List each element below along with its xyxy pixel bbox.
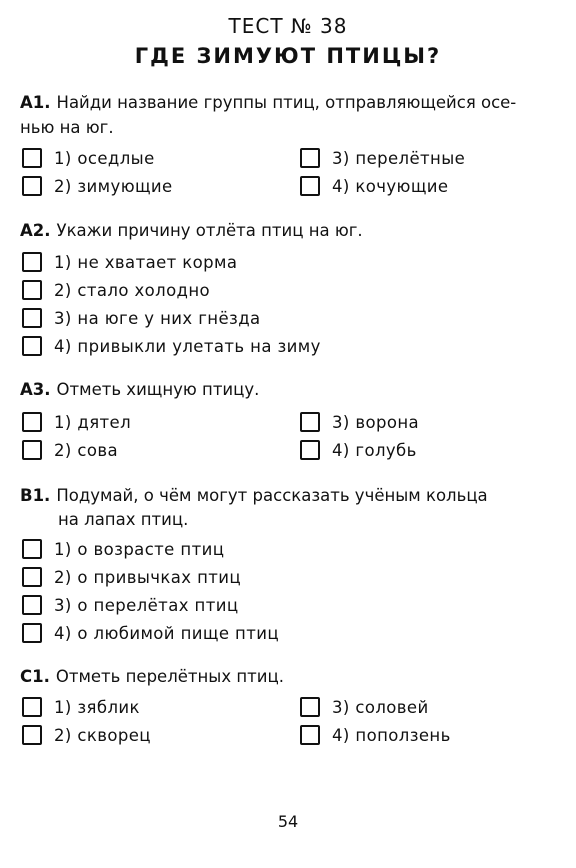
answer-option[interactable] [22, 437, 118, 463]
answer-option[interactable] [300, 409, 419, 435]
question-line-1: Подумай, о чём могут рассказать учёным кольца [56, 486, 488, 505]
question-line-1: Найди название группы птиц, отправляющейся осе- [56, 93, 517, 112]
answer-label: 4) голубь [332, 440, 417, 460]
answer-option[interactable] [22, 249, 237, 275]
question-line-1: Укажи причину отлёта птиц на юг. [56, 221, 363, 240]
answer-checkbox[interactable] [22, 336, 42, 356]
answer-label: 3) перелётные [332, 148, 466, 168]
answer-option[interactable] [22, 145, 155, 171]
answer-option[interactable] [22, 333, 321, 359]
answer-option[interactable] [22, 592, 238, 618]
answer-option[interactable] [22, 277, 210, 303]
answer-option[interactable] [22, 564, 241, 590]
answer-label: 3) ворона [332, 412, 420, 432]
answer-label: 3) о перелётах птиц [54, 595, 239, 615]
answer-label: 2) стало холодно [54, 280, 211, 300]
answer-label: 2) о привычках птиц [54, 567, 242, 587]
answer-option[interactable] [22, 173, 173, 199]
answer-label: 1) оседлые [54, 148, 155, 168]
answer-checkbox[interactable] [22, 412, 42, 432]
question-number: А3. [20, 380, 51, 399]
answer-checkbox[interactable] [22, 148, 42, 168]
answer-label: 4) поползень [332, 725, 451, 745]
answer-checkbox[interactable] [300, 440, 320, 460]
answer-option[interactable] [300, 722, 451, 748]
answer-checkbox[interactable] [22, 623, 42, 643]
answer-checkbox[interactable] [300, 725, 320, 745]
question-line-1: Отметь хищную птицу. [56, 380, 260, 399]
answer-option[interactable] [22, 536, 224, 562]
answer-option[interactable] [22, 305, 261, 331]
answer-option[interactable] [22, 620, 279, 646]
question-text [20, 90, 540, 115]
answer-label: 3) на юге у них гнёзда [54, 308, 261, 328]
answer-checkbox[interactable] [22, 280, 42, 300]
question-number: А1. [20, 93, 51, 112]
answer-option[interactable] [300, 173, 448, 199]
answer-option[interactable] [300, 145, 465, 171]
question-line-2: нью на юг. [20, 118, 114, 137]
answer-label: 1) о возрасте птиц [54, 539, 225, 559]
answer-option[interactable] [22, 694, 140, 720]
answer-label: 3) соловей [332, 697, 429, 717]
answer-checkbox[interactable] [22, 440, 42, 460]
answer-checkbox[interactable] [300, 176, 320, 196]
answer-option[interactable] [22, 409, 131, 435]
answer-checkbox[interactable] [22, 725, 42, 745]
answer-label: 2) сова [54, 440, 118, 460]
answer-label: 1) не хватает корма [54, 252, 238, 272]
answer-label: 2) скворец [54, 725, 151, 745]
answer-option[interactable] [300, 694, 429, 720]
test-number-title: ТЕСТ № 38 [228, 14, 348, 38]
answer-option[interactable] [300, 437, 417, 463]
answer-checkbox[interactable] [300, 148, 320, 168]
answer-label: 2) зимующие [54, 176, 173, 196]
page-number: 54 [277, 812, 299, 831]
test-topic-title: ГДЕ ЗИМУЮТ ПТИЦЫ? [134, 44, 442, 68]
answer-checkbox[interactable] [300, 697, 320, 717]
answer-label: 4) о любимой пище птиц [54, 623, 279, 643]
question-text [20, 377, 540, 402]
question-line-1: Отметь перелётных птиц. [55, 667, 284, 686]
question-number: А2. [20, 221, 51, 240]
answer-label: 4) кочующие [332, 176, 449, 196]
answer-checkbox[interactable] [22, 176, 42, 196]
answer-label: 1) зяблик [54, 697, 140, 717]
answer-checkbox[interactable] [22, 697, 42, 717]
question-text [20, 218, 540, 243]
answer-checkbox[interactable] [22, 595, 42, 615]
question-number: С1. [20, 667, 50, 686]
question-number: В1. [20, 486, 51, 505]
answer-label: 4) привыкли улетать на зиму [54, 336, 321, 356]
answer-checkbox[interactable] [22, 539, 42, 559]
answer-checkbox[interactable] [22, 252, 42, 272]
answer-checkbox[interactable] [22, 308, 42, 328]
question-line-2: на лапах птиц. [58, 510, 189, 529]
question-text [20, 664, 540, 689]
answer-option[interactable] [22, 722, 151, 748]
question-text [20, 483, 540, 508]
answer-checkbox[interactable] [300, 412, 320, 432]
answer-checkbox[interactable] [22, 567, 42, 587]
answer-label: 1) дятел [54, 412, 132, 432]
